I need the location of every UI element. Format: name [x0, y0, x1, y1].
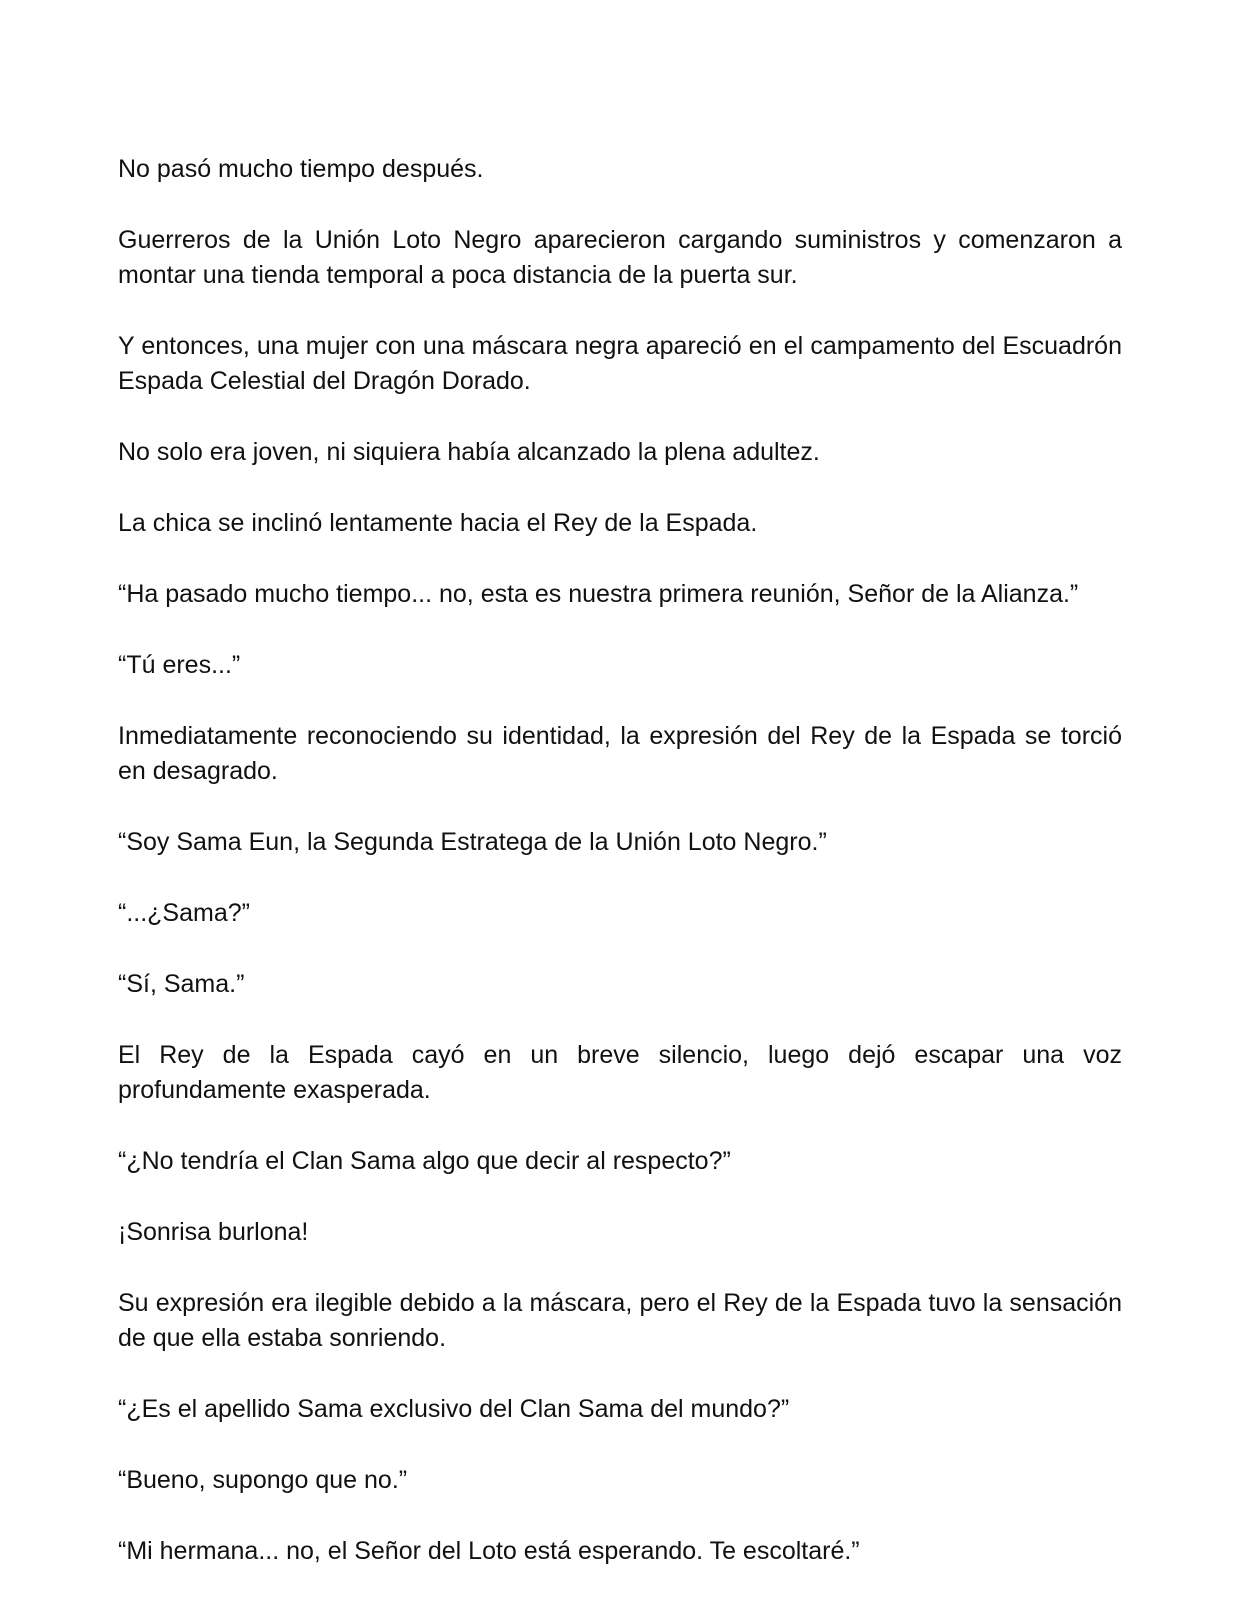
paragraph-3: Y entonces, una mujer con una máscara negra apareció en el campamento del Escuadrón Espada Celestial del Dragón Dorado. [118, 332, 1122, 395]
paragraph-9: “Soy Sama Eun, la Segunda Estratega de la Unión Loto Negro.” [118, 828, 827, 856]
paragraph-1: No pasó mucho tiempo después. [118, 155, 484, 183]
paragraph-6: “Ha pasado mucho tiempo... no, esta es nuestra primera reunión, Señor de la Alianza.” [118, 580, 1079, 608]
paragraph-11: “Sí, Sama.” [118, 970, 245, 998]
paragraph-5: La chica se inclinó lentamente hacia el Rey de la Espada. [118, 509, 758, 537]
paragraph-16: “¿Es el apellido Sama exclusivo del Clan Sama del mundo?” [118, 1395, 790, 1423]
paragraph-10: “...¿Sama?” [118, 899, 250, 927]
paragraph-12: El Rey de la Espada cayó en un breve silencio, luego dejó escapar una voz profundamente exasperada. [118, 1041, 1122, 1104]
paragraph-15: Su expresión era ilegible debido a la máscara, pero el Rey de la Espada tuvo la sensación de que ella estaba sonriendo. [118, 1289, 1122, 1352]
paragraph-8: Inmediatamente reconociendo su identidad, la expresión del Rey de la Espada se torció en desagrado. [118, 722, 1122, 785]
paragraph-18: “Mi hermana... no, el Señor del Loto está esperando. Te escoltaré.” [118, 1537, 860, 1565]
paragraph-13: “¿No tendría el Clan Sama algo que decir al respecto?” [118, 1147, 731, 1175]
paragraph-2: Guerreros de la Unión Loto Negro aparecieron cargando suministros y comenzaron a montar una tienda temporal a poca distancia de la puerta sur. [118, 226, 1122, 289]
paragraph-7: “Tú eres...” [118, 651, 241, 679]
paragraph-17: “Bueno, supongo que no.” [118, 1466, 408, 1494]
paragraph-14: ¡Sonrisa burlona! [118, 1218, 309, 1246]
document-body [118, 152, 1122, 1605]
paragraph-4: No solo era joven, ni siquiera había alcanzado la plena adultez. [118, 438, 820, 466]
